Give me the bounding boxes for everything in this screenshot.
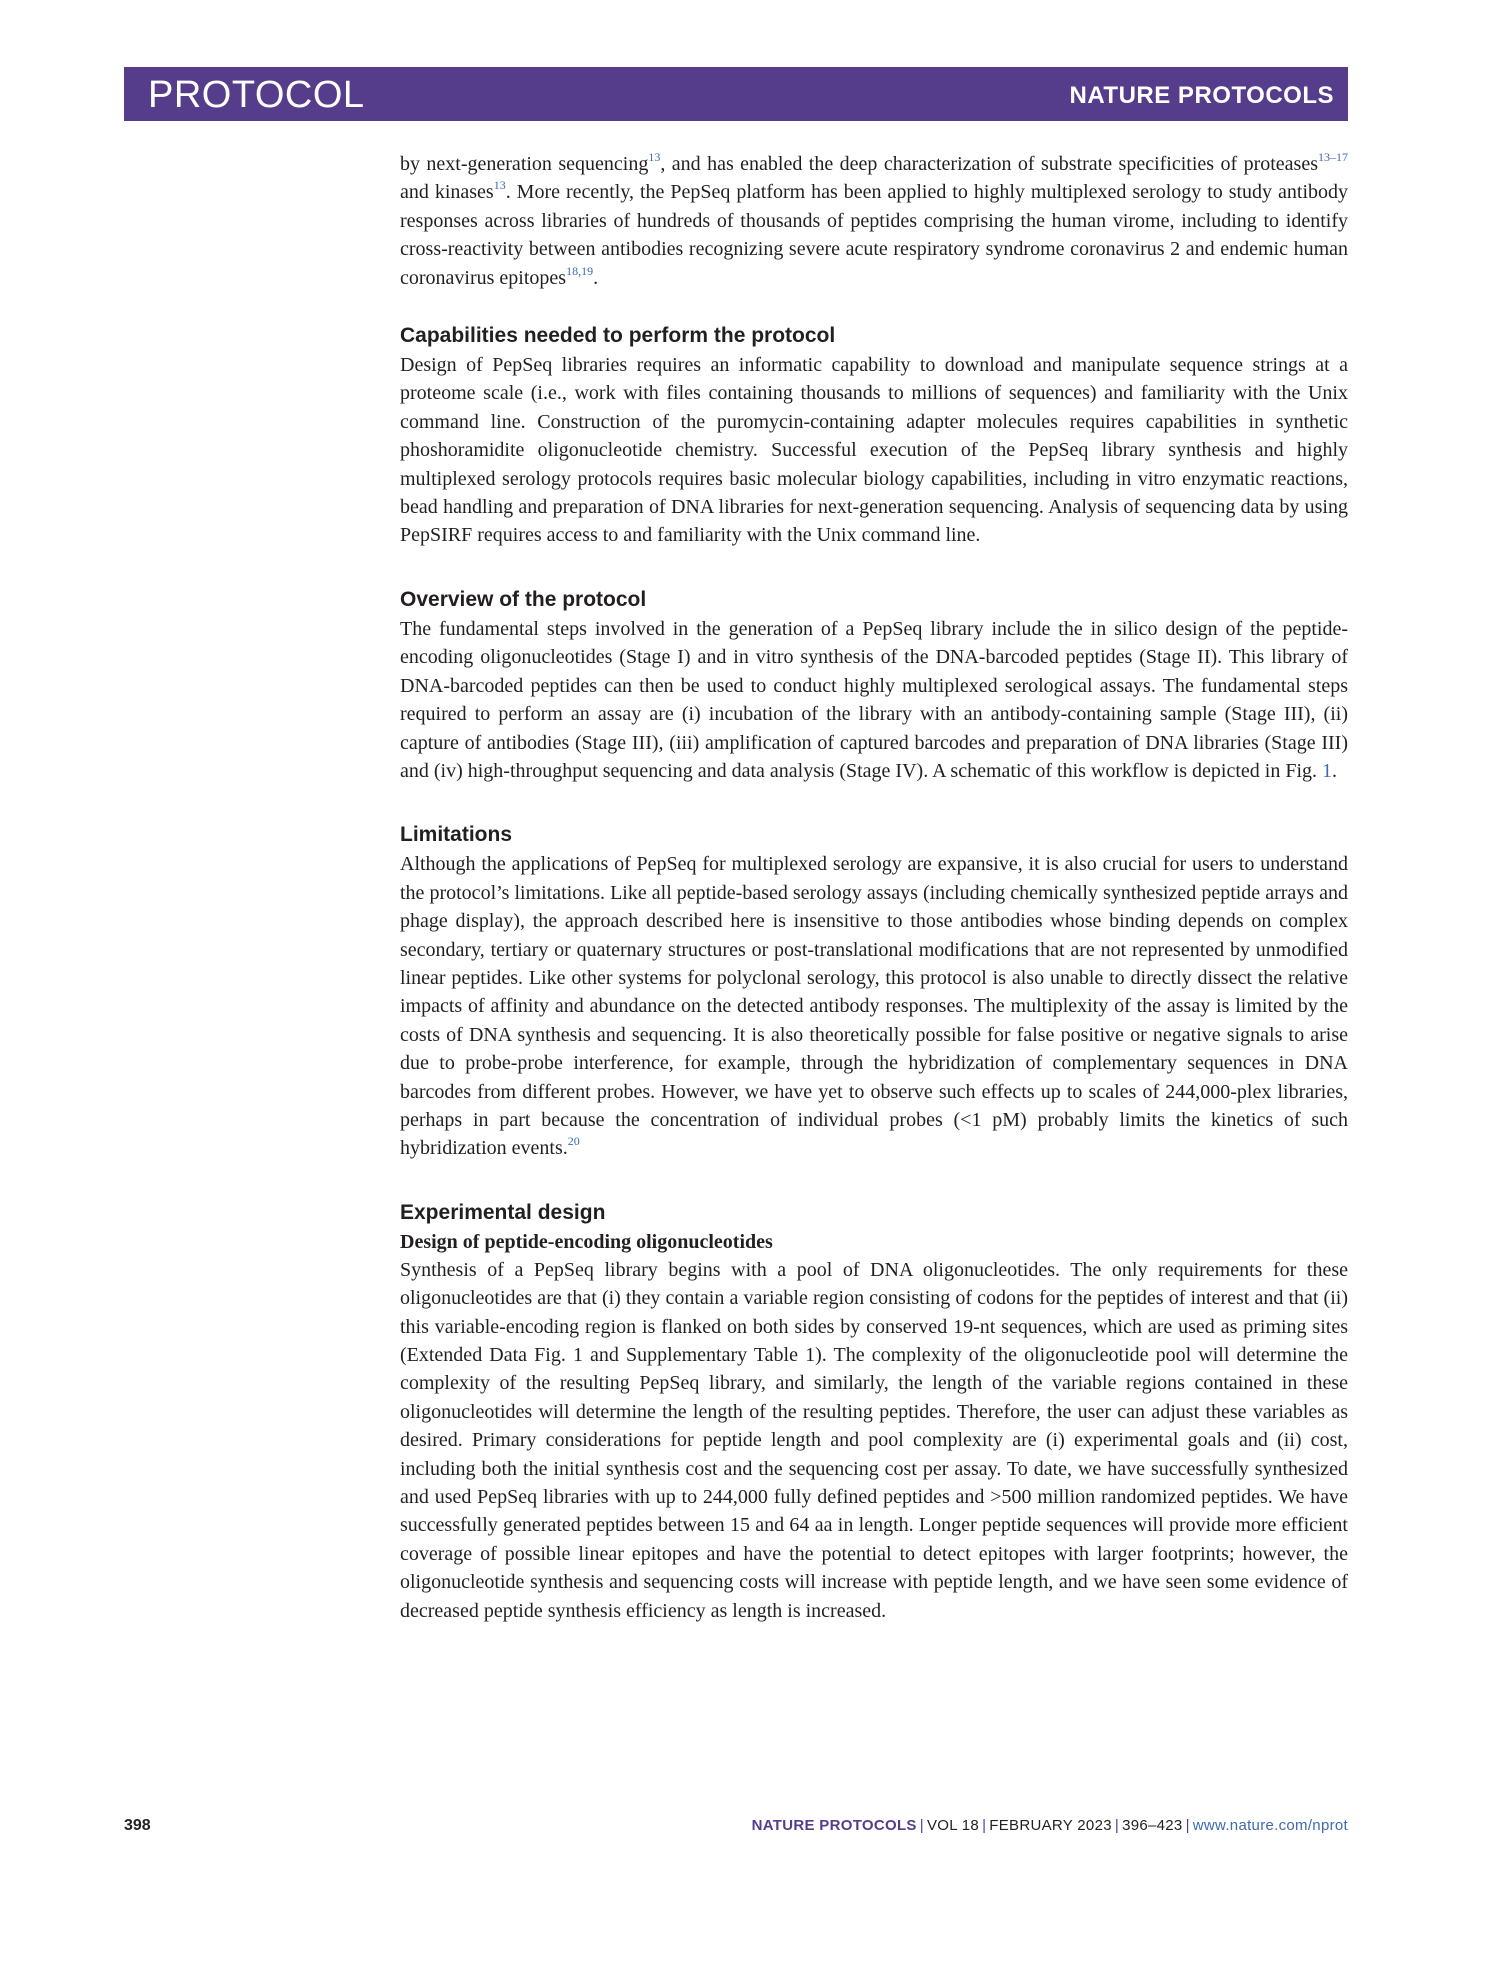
- journal-label: NATURE PROTOCOLS: [1069, 82, 1334, 109]
- citation-link[interactable]: 13: [648, 150, 661, 164]
- section-body: Design of PepSeq libraries requires an informatic capability to download and manipulate sequence strings at a proteome scale (i.e., work with files containing thousands to millions of sequences) and familiarity with the Unix command line. Construction of the puromycin-containing adapter molecules requires capabilities in synthetic phoshoramidite oligonucleotide chemistry. Successful execution of the PepSeq library synthesis and highly multiplexed serology protocols requires basic molecular biology capabilities, including in vitro enzymatic reactions, bead handling and preparation of DNA libraries for next-generation sequencing. Analysis of sequencing data by using PepSIRF requires access to and familiarity with the Unix command line.: [400, 354, 1348, 547]
- section-limitations: [400, 821, 1348, 1162]
- citation-link[interactable]: 13: [493, 178, 506, 193]
- section-body: The fundamental steps involved in the generation of a PepSeq library include the in silico design of the peptide-encoding oligonucleotides (Stage I) and in vitro synthesis of the DNA-barcoded peptides (Stage II). This library of DNA-barcoded peptides can then be used to conduct highly multiplexed serological assays. The fundamental steps required to perform an assay are (i) incubation of the library with an antibody-containing sample (Stage III), (ii) capture of antibodies (Stage III), (iii) amplification of captured barcodes and preparation of DNA libraries (Stage III) and (iv) high-throughput sequencing and data analysis (Stage IV). A schematic of this workflow is depicted in Fig. 1.: [400, 617, 1348, 782]
- section-heading: Capabilities needed to perform the protocol: [400, 324, 836, 348]
- footer-volume: VOL 18: [926, 1817, 980, 1834]
- section-overview: [400, 586, 1348, 785]
- citation-line: NATURE PROTOCOLS | VOL 18 | FEBRUARY 2023 | 396–423 | www.nature.com/nprot: [751, 1817, 1348, 1834]
- footer-date: FEBRUARY 2023: [989, 1817, 1112, 1834]
- citation-link[interactable]: 18,19: [566, 263, 594, 278]
- subsection-heading: Design of peptide-encoding oligonucleotides: [400, 1230, 773, 1253]
- article-body: [400, 150, 1348, 1625]
- section-experimental-design: [400, 1199, 1348, 1625]
- figure-link[interactable]: 1: [1322, 759, 1333, 782]
- citation-link[interactable]: 13–17: [1318, 150, 1348, 164]
- intro-paragraph: by next-generation sequencing$^{13}$, and has enabled the deep characterization of substrate specificities of proteases$^{13-17}$ and kinases$^{13}$. More recently, the PepSeq platform has been applied to highly multiplexed serology to study antibody responses across libraries of hundreds of thousands of peptides comprising the human virome, including to identify cross-reactivity between antibodies recognizing severe acute respiratory syndrome coronavirus 2 and endemic human coronavirus epitopes$^{18,19}$.: [400, 150, 1348, 289]
- footer-pages: 396–423: [1122, 1817, 1183, 1834]
- section-heading: Limitations: [400, 823, 513, 847]
- section-body: Synthesis of a PepSeq library begins with a pool of DNA oligonucleotides. The only requirements for these oligonucleotides are that (i) they contain a variable region consisting of codons for the peptides of interest and that (ii) this variable-encoding region is flanked on both sides by conserved 19-nt sequences, which are used as priming sites (Extended Data Fig. 1 and Supplementary Table 1). The complexity of the oligonucleotide pool will determine the complexity of the resulting PepSeq library, and similarly, the length of the variable regions contained in these oligonucleotides will determine the length of the resulting peptides. Therefore, the user can adjust these variables as desired. Primary considerations for peptide length and pool complexity are (i) experimental goals and (ii) cost, including both the initial synthesis cost and the sequencing cost per assay. To date, we have successfully synthesized and used PepSeq libraries with up to 244,000 fully defined peptides and >500 million randomized peptides. We have successfully generated peptides between 15 and 64 aa in length. Longer peptide sequences will provide more efficient coverage of possible linear epitopes and have the potential to detect epitopes with larger footprints; however, the oligonucleotide synthesis and sequencing costs will increase with peptide length, and we have seen some evidence of decreased peptide synthesis efficiency as length is increased.: [400, 1258, 1348, 1622]
- page-footer: [124, 1814, 1348, 1838]
- article-type-label: PROTOCOL: [148, 74, 365, 116]
- page-number: 398: [124, 1817, 151, 1834]
- footer-journal: NATURE PROTOCOLS: [751, 1817, 917, 1834]
- citation-link[interactable]: 20: [567, 1134, 580, 1149]
- section-body: Although the applications of PepSeq for multiplexed serology are expansive, it is also crucial for users to understand the protocol’s limitations. Like all peptide-based serology assays (including chemically synthesized peptide arrays and phage display), the approach described here is insensitive to those antibodies whose binding depends on complex secondary, tertiary or quaternary structures or post-translational modifications that are not represented by unmodified linear peptides. Like other systems for polyclonal serology, this protocol is also unable to directly dissect the relative impacts of affinity and abundance on the detected antibody responses. The multiplexity of the assay is limited by the costs of DNA synthesis and sequencing. It is also theoretically possible for false positive or negative signals to arise due to probe-probe interference, for example, through the hybridization of complementary sequences in DNA barcodes from different probes. However, we have yet to observe such effects up to scales of 244,000-plex libraries, perhaps in part because the concentration of individual probes (<1 pM) probably limits the kinetics of such hybridization events.$^{20}$: [400, 853, 1348, 1160]
- header-bar: [124, 67, 1348, 121]
- section-capabilities: [400, 322, 1348, 550]
- journal-url-link[interactable]: www.nature.com/nprot: [1192, 1817, 1348, 1834]
- section-heading: Overview of the protocol: [400, 587, 647, 611]
- section-heading: Experimental design: [400, 1200, 606, 1224]
